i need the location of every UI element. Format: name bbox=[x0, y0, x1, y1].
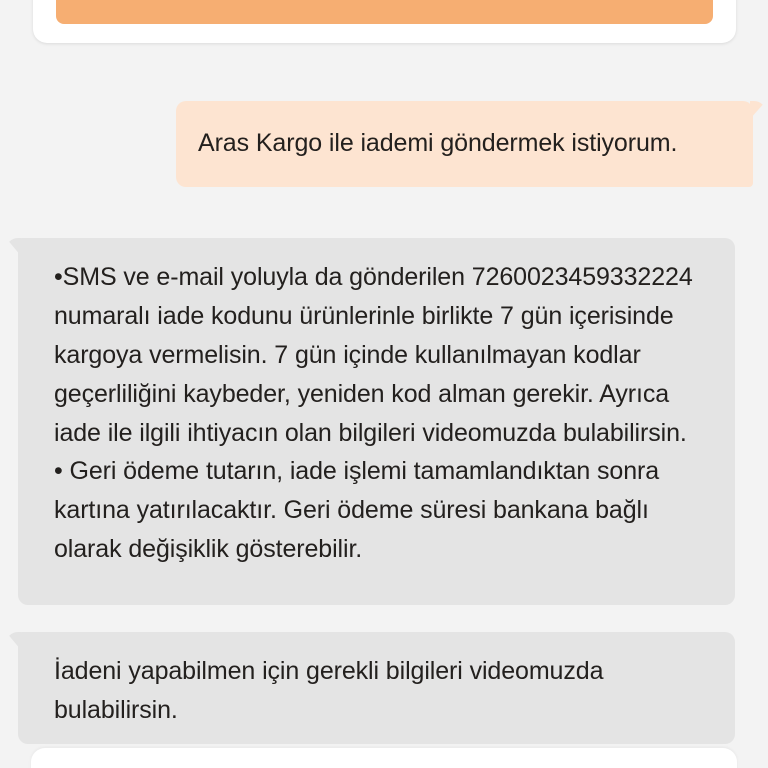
bot-message-bubble-1 bbox=[18, 238, 735, 605]
bot-message-paragraph-bullet-2: • Geri ödeme tutarın, iade işlemi tamamlandıktan sonra kartına yatırılacaktır. Geri ödeme süresi bankana bağlı olarak değişiklik gösterebilir. bbox=[54, 457, 660, 564]
bot-message-bubble-2 bbox=[18, 632, 735, 744]
message-card-top bbox=[33, 0, 736, 43]
message-card-bottom bbox=[31, 748, 737, 768]
bot-message-paragraph-bullet-1: •SMS ve e-mail yoluyla da gönderilen 7260023459332224 numaralı iade kodunu ürünlerinle birlikte 7 gün içerisinde kargoya vermelisin. 7 gün içinde kullanılmayan kodlar geçerliliğini kaybeder, yeniden kod alman gerekir. Ayrıca iade ile ilgili ihtiyacın olan bilgileri videomuzda bulabilirsin. bbox=[54, 263, 693, 447]
user-message-bubble: Aras Kargo ile iademi göndermek istiyorum. bbox=[176, 101, 753, 187]
card-top-action-button[interactable] bbox=[56, 0, 713, 24]
bot-message-paragraph-video-info: İadeni yapabilmen için gerekli bilgileri videomuzda bulabilirsin. bbox=[54, 657, 604, 724]
